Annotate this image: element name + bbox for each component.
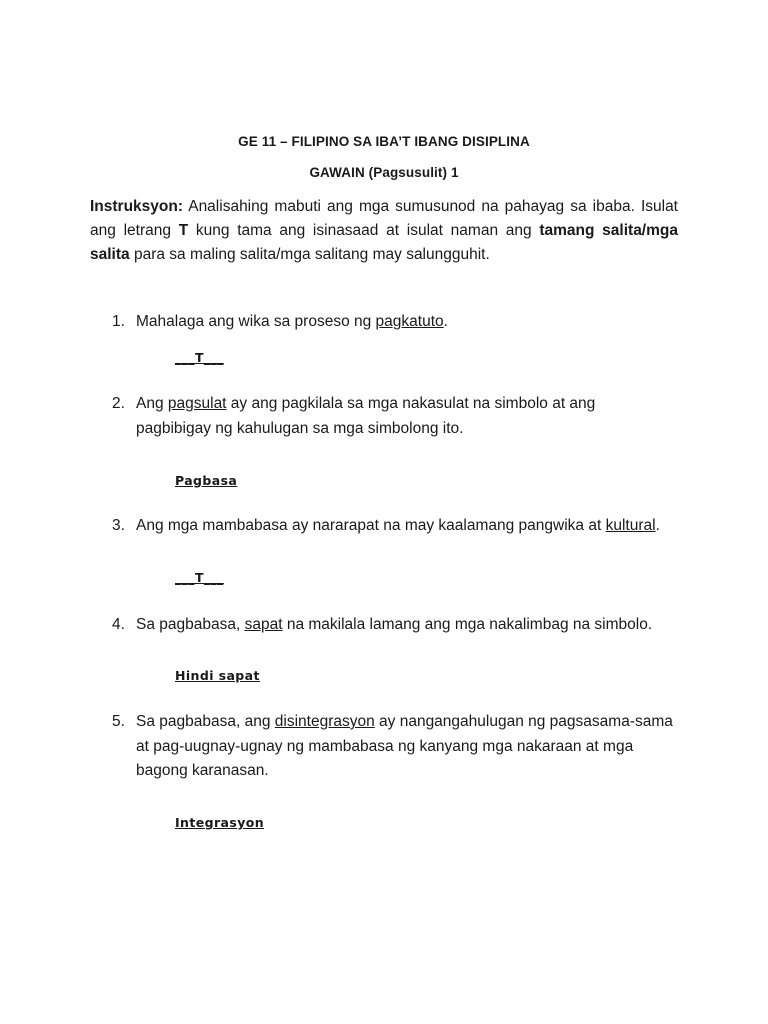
item-text-before: Ang [136, 395, 168, 412]
document-subtitle: GAWAIN (Pagsusulit) 1 [309, 165, 459, 180]
instructions-text-2: kung tama ang isinasaad at isulat naman ang [188, 222, 540, 239]
instructions-label: Instruksyon: [90, 198, 184, 215]
item-number: 5. [112, 713, 125, 730]
answer-text: Hindi sapat [175, 668, 260, 683]
item-text-after: na makilala lamang ang mga nakalimbag na simbolo. [282, 616, 653, 633]
underlined-word: pagkatuto [375, 313, 444, 330]
item-number: 3. [112, 517, 125, 534]
item-number: 2. [112, 395, 125, 412]
item-statement [136, 392, 596, 441]
underlined-word: kultural [605, 517, 656, 534]
underlined-word: pagsulat [167, 395, 227, 412]
answer-text: ___T___ [175, 570, 224, 585]
item-text-after: . [655, 517, 660, 534]
instructions-bold-t: T [178, 222, 189, 239]
answer-text: Integrasyon [175, 815, 265, 830]
underlined-word: sapat [244, 616, 283, 633]
instructions-text-1: Analisahing mabuti ang mga sumusunod na pahayag sa ibaba. Isulat ang letrang [90, 198, 678, 239]
item-text-before: Mahalaga ang wika sa proseso ng [136, 313, 376, 330]
instructions-bold-phrase: tamang salita/mga salita [90, 222, 678, 263]
answer-text: ___T___ [175, 350, 224, 365]
document-title: GE 11 – FILIPINO SA IBA’T IBANG DISIPLINA [238, 134, 530, 149]
item-text-after: ay nangangahulugan ng pagsasama-sama at pag-uugnay-ugnay ng mambabasa ng kanyang mga nakaraan at mga bagong karanasan. [136, 713, 673, 779]
item-text-before: Sa pagbabasa, ang [136, 713, 275, 730]
instructions-paragraph [90, 195, 678, 267]
item-text-after: ay ang pagkilala sa mga nakasulat na simbolo at ang pagbibigay ng kahulugan sa mga simbolong ito. [136, 395, 596, 437]
item-statement [136, 710, 682, 784]
item-text-after: . [443, 313, 448, 330]
instructions-text-3: para sa maling salita/mga salitang may salungguhit. [129, 246, 490, 263]
item-statement [136, 514, 682, 539]
answer-text: Pagbasa [175, 473, 238, 488]
item-statement [136, 613, 682, 638]
item-number: 1. [112, 313, 125, 330]
item-number: 4. [112, 616, 125, 633]
item-text-before: Sa pagbabasa, [136, 616, 245, 633]
underlined-word: disintegrasyon [274, 713, 375, 730]
item-text-before: Ang mga mambabasa ay nararapat na may kaalamang pangwika at [136, 517, 606, 534]
item-statement [136, 310, 682, 335]
